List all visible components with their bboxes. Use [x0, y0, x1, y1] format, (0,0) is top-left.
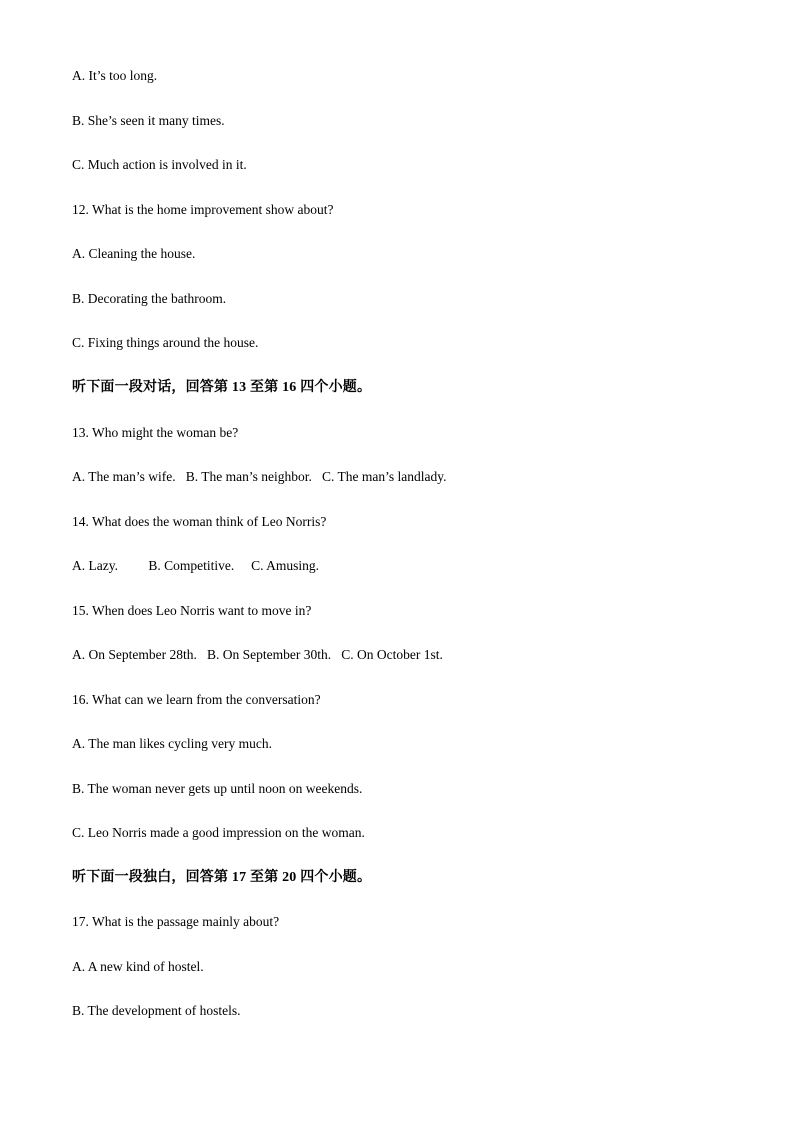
q12-option-c: C. Fixing things around the house.: [72, 335, 259, 350]
q11-option-b: B. She’s seen it many times.: [72, 113, 225, 128]
q16-option-b: B. The woman never gets up until noon on weekends.: [72, 781, 363, 796]
q12-option-b: B. Decorating the bathroom.: [72, 291, 227, 306]
question-12: 12. What is the home improvement show about?: [72, 202, 334, 217]
q11-option-a: A. It’s too long.: [72, 68, 158, 83]
q14-options: A. Lazy. B. Competitive. C. Amusing.: [72, 558, 319, 573]
q16-option-a: A. The man likes cycling very much.: [72, 736, 272, 751]
section-heading-17-20: 听下面一段独白，回答第 17 至第 20 四个小题。: [72, 870, 372, 885]
q16-option-c: C. Leo Norris made a good impression on the woman.: [72, 825, 365, 840]
question-16: 16. What can we learn from the conversation?: [72, 692, 321, 707]
q13-options: A. The man’s wife. B. The man’s neighbor. C. The man’s landlady.: [72, 469, 447, 484]
q12-option-a: A. Cleaning the house.: [72, 246, 196, 261]
q11-option-c: C. Much action is involved in it.: [72, 157, 247, 172]
section-heading-13-16: 听下面一段对话，回答第 13 至第 16 四个小题。: [72, 380, 372, 395]
question-15: 15. When does Leo Norris want to move in?: [72, 603, 312, 618]
q15-options: A. On September 28th. B. On September 30th. C. On October 1st.: [72, 647, 443, 662]
question-17: 17. What is the passage mainly about?: [72, 914, 280, 929]
q17-option-a: A. A new kind of hostel.: [72, 959, 204, 974]
q17-option-b: B. The development of hostels.: [72, 1003, 241, 1018]
question-14: 14. What does the woman think of Leo Norris?: [72, 514, 327, 529]
question-13: 13. Who might the woman be?: [72, 425, 239, 440]
